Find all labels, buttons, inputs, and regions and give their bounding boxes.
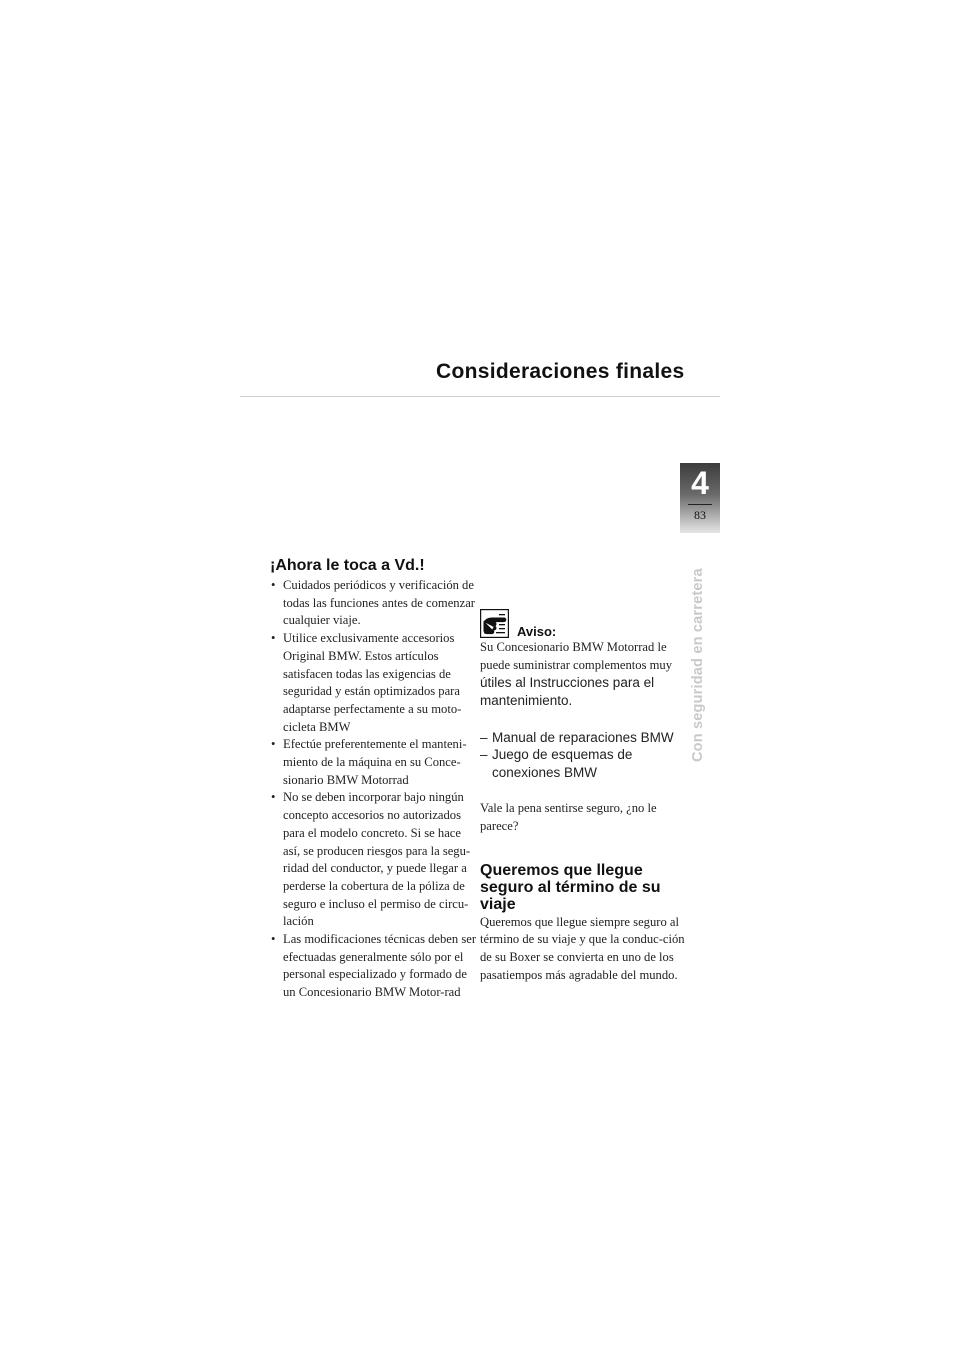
- bullet-item: [270, 577, 480, 630]
- list-item-text: Juego de esquemas de conexiones BMW: [492, 747, 633, 780]
- bullet-item: [270, 789, 480, 931]
- bullet-text: Cuidados periódicos y verificación de todas las funciones antes de comenzar cualquier viaje.: [283, 578, 475, 628]
- chapter-tab: [680, 463, 720, 533]
- right-column: [480, 604, 685, 985]
- notice-header: [480, 604, 685, 638]
- chapter-side-label: Con seguridad en carretera: [690, 568, 706, 762]
- notice-title: Aviso:: [517, 624, 557, 639]
- bullet-icon: •: [271, 631, 276, 646]
- section-heading: ¡Ahora le toca a Vd.!: [270, 557, 425, 574]
- list-item: [480, 729, 685, 747]
- bullet-icon: •: [271, 737, 276, 752]
- list-item-text: Manual de reparaciones BMW: [492, 729, 674, 745]
- bullet-list: [270, 577, 480, 1002]
- bullet-icon: •: [271, 790, 276, 805]
- dash-icon: –: [480, 729, 488, 745]
- list-item: [480, 746, 685, 781]
- bullet-icon: •: [271, 578, 276, 592]
- bullet-item: [270, 736, 480, 789]
- bullet-text: Utilice exclusivamente accesorios Original BMW. Estos artículos satisfacen todas las exigencias de seguridad y están optimizados para adaptarse perfectamente a su moto-cicleta BMW: [283, 631, 462, 734]
- chapter-divider: [688, 504, 712, 505]
- closing-text: Vale la pena sentirse seguro, ¿no le parece?: [480, 801, 657, 834]
- bullet-text: Las modificaciones técnicas deben ser efectuadas generalmente sólo por el personal especializado y formado de un Concesionario BMW Motor-rad: [283, 932, 477, 1000]
- bullet-item: [270, 931, 480, 1002]
- chapter-number: 4: [691, 465, 709, 501]
- header-divider: [240, 396, 720, 397]
- dash-icon: –: [480, 747, 488, 763]
- page-number: 83: [694, 508, 706, 522]
- notice-text: Su Concesionario BMW Motorrad le puede suministrar complementos muy: [480, 640, 673, 672]
- page-title: Consideraciones finales: [436, 360, 685, 383]
- section-heading-2: Queremos que llegue seguro al término de su viaje: [480, 861, 661, 913]
- bullet-icon: •: [271, 932, 276, 947]
- document-list: [480, 729, 685, 782]
- pointing-hand-note-icon: [480, 609, 509, 638]
- bullet-item: [270, 630, 480, 736]
- left-column: [270, 557, 480, 1002]
- bullet-text: Efectúe preferentemente el manteni-miento de la máquina en su Conce-sionario BMW Motorrad: [283, 737, 467, 787]
- bullet-text: No se deben incorporar bajo ningún concepto accesorios no autorizados para el modelo concreto. Si se hace así, se producen riesgos para la segu-ridad del conductor, y puede llegar a perderse la cobertura de la póliza de seguro e incluso el permiso de circu-lación: [283, 790, 471, 929]
- notice-text-sans: útiles al Instrucciones para el mantenimiento.: [480, 675, 655, 709]
- section-text: Queremos que llegue siempre seguro al término de su viaje y que la conduc-ción de su Boxer se convierta en uno de los pasatiempos más agradable del mundo.: [480, 914, 685, 982]
